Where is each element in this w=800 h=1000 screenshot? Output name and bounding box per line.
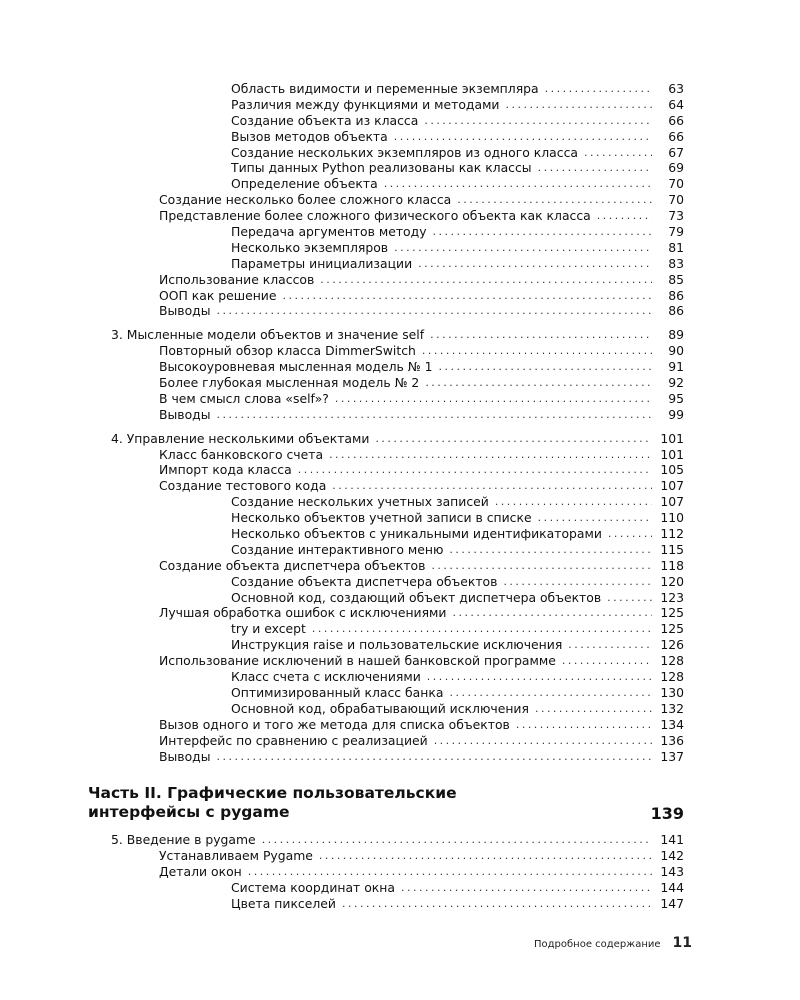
toc-entry-page: 90 <box>668 343 684 359</box>
dot-leader <box>217 303 652 319</box>
toc-entry <box>0 160 800 176</box>
toc-entry-title: 3. Мысленные модели объектов и значение self <box>111 327 425 343</box>
toc-entry <box>0 359 800 375</box>
dot-leader <box>424 113 652 129</box>
dot-leader <box>452 605 652 621</box>
dot-leader <box>427 669 652 685</box>
toc-entry <box>0 303 800 319</box>
toc-entry-page: 142 <box>660 848 684 864</box>
dot-leader <box>320 272 652 288</box>
toc-entry-title: Класс счета с исключениями <box>231 669 421 685</box>
toc-entry-page: 123 <box>660 589 684 605</box>
toc-entry-page: 64 <box>668 96 684 112</box>
toc-entry-page: 86 <box>668 287 684 303</box>
toc-entry-title: Лучшая обработка ошибок с исключениями <box>159 605 447 621</box>
toc-entry-title: Вызов одного и того же метода для списка объектов <box>159 716 510 732</box>
toc-entry <box>0 375 800 391</box>
toc-entry-page: 66 <box>668 112 684 128</box>
dot-leader <box>375 431 652 447</box>
dot-leader <box>433 224 652 240</box>
toc-entry-title: Выводы <box>159 748 211 764</box>
toc-entry-title: Представление более сложного физического объекта как класса <box>159 208 591 224</box>
dot-leader <box>449 685 652 701</box>
toc-entry-page: 67 <box>668 144 684 160</box>
dot-leader <box>394 240 652 256</box>
toc-entry-title: Использование классов <box>159 271 315 287</box>
toc-entry-page: 107 <box>660 478 684 494</box>
toc-entry <box>0 97 800 113</box>
toc-entry-title: Создание объекта из класса <box>231 112 419 128</box>
toc-entry-page: 147 <box>660 895 684 911</box>
toc-entry-page: 128 <box>660 653 684 669</box>
toc-entry-page: 110 <box>660 510 684 526</box>
toc-entry-title: Детали окон <box>159 864 242 880</box>
dot-leader <box>503 574 652 590</box>
toc-entry-title: Создание объекта диспетчера объектов <box>231 573 498 589</box>
toc-entry <box>0 637 800 653</box>
toc-entry <box>0 478 800 494</box>
toc-entry-page: 137 <box>660 748 684 764</box>
dot-leader <box>248 864 652 880</box>
toc-entry-title: Цвета пикселей <box>231 895 336 911</box>
toc-entry-title: Более глубокая мысленная модель № 2 <box>159 375 420 391</box>
dot-leader <box>439 359 653 375</box>
toc-entry-page: 86 <box>668 303 684 319</box>
toc-entry <box>0 733 800 749</box>
toc-entry-page: 120 <box>660 573 684 589</box>
toc-group <box>0 431 800 765</box>
toc-entry-page: 63 <box>668 80 684 96</box>
toc-entry-page: 81 <box>668 239 684 255</box>
toc-entry <box>0 407 800 423</box>
toc-entry <box>0 717 800 733</box>
toc-entry-page: 73 <box>668 208 684 224</box>
toc-entry <box>0 343 800 359</box>
dot-leader <box>434 733 652 749</box>
dot-leader <box>430 327 652 343</box>
toc-entry-title: Повторный обзор класса DimmerSwitch <box>159 343 416 359</box>
dot-leader <box>283 288 653 304</box>
toc-entry-title: Класс банковского счета <box>159 446 324 462</box>
toc-entry <box>0 192 800 208</box>
toc-entry-page: 89 <box>668 327 684 343</box>
toc-entry-page: 125 <box>660 621 684 637</box>
toc-entry <box>0 685 800 701</box>
dot-leader <box>418 256 652 272</box>
dot-leader <box>568 637 652 653</box>
toc-entry-title: try и except <box>231 621 306 637</box>
dot-leader <box>608 526 652 542</box>
dot-leader <box>457 192 652 208</box>
toc-entry-page: 112 <box>660 526 684 542</box>
toc-entry-page: 85 <box>668 271 684 287</box>
dot-leader <box>562 653 652 669</box>
toc-entry-page: 118 <box>660 557 684 573</box>
toc-entry <box>0 272 800 288</box>
toc-entry-title: Определение объекта <box>231 176 378 192</box>
dot-leader <box>335 391 652 407</box>
toc-entry <box>0 606 800 622</box>
toc-entry-page: 130 <box>660 684 684 700</box>
dot-leader <box>425 375 652 391</box>
toc-entry <box>0 590 800 606</box>
dot-leader <box>538 510 652 526</box>
toc-entry-title: Создание интерактивного меню <box>231 541 444 557</box>
spacer <box>0 423 800 431</box>
toc-entry-title: Основной код, обрабатывающий исключения <box>231 700 529 716</box>
toc-entry-title: Основной код, создающий объект диспетчера объектов <box>231 589 602 605</box>
toc-entry <box>0 526 800 542</box>
dot-leader <box>535 701 652 717</box>
toc-group <box>0 81 800 319</box>
toc-entry-title: Несколько объектов с уникальными идентификаторами <box>231 526 602 542</box>
toc-entry-page: 144 <box>660 880 684 896</box>
toc-entry <box>0 896 800 912</box>
toc-entry <box>0 288 800 304</box>
toc-entry-page: 95 <box>668 390 684 406</box>
toc-entry-title: 5. Введение в pygame <box>111 832 256 848</box>
dot-leader <box>505 97 652 113</box>
toc-entry <box>0 880 800 896</box>
page-footer <box>534 935 692 951</box>
toc-entry-title: Интерфейс по сравнению с реализацией <box>159 732 428 748</box>
toc-entry-title: Использование исключений в нашей банковской программе <box>159 653 556 669</box>
toc-entry <box>0 447 800 463</box>
dot-leader <box>516 717 652 733</box>
part-page-number: 139 <box>650 804 684 824</box>
toc-entry-page: 79 <box>668 224 684 239</box>
dot-leader <box>384 176 652 192</box>
toc-entry-page: 136 <box>660 732 684 748</box>
toc-entry-title: Несколько экземпляров <box>231 239 389 255</box>
toc-entry <box>0 176 800 192</box>
toc-entry <box>0 256 800 272</box>
toc-entry-title: Инструкция raise и пользовательские исключения <box>231 637 563 653</box>
toc-entry-page: 99 <box>668 406 684 422</box>
toc-entry <box>0 494 800 510</box>
dot-leader <box>298 462 652 478</box>
toc-entry-title: Несколько объектов учетной записи в списке <box>231 510 532 526</box>
part-heading <box>0 784 800 828</box>
dot-leader <box>217 407 652 423</box>
toc-entry-title: Оптимизированный класс банка <box>231 684 444 700</box>
dot-leader <box>394 129 652 145</box>
toc-entry-page: 66 <box>668 128 684 144</box>
toc-entry-title: Различия между функциями и методами <box>231 96 500 112</box>
toc-entry <box>0 864 800 880</box>
toc-entry-page: 101 <box>660 430 684 446</box>
toc-entry-title: Выводы <box>159 406 211 422</box>
toc-entry <box>0 653 800 669</box>
dot-leader <box>538 160 652 176</box>
toc-entry-page: 115 <box>660 541 684 557</box>
toc-entry-title: ООП как решение <box>159 287 277 303</box>
toc-entry <box>0 431 800 447</box>
toc-entry <box>0 129 800 145</box>
toc-entry-page: 101 <box>660 446 684 462</box>
toc-entry-page: 141 <box>660 832 684 848</box>
toc-entry <box>0 81 800 97</box>
toc-entry <box>0 208 800 224</box>
toc-entry-page: 91 <box>668 359 684 375</box>
toc-entry-page: 125 <box>660 605 684 621</box>
toc-entry <box>0 462 800 478</box>
page-number: 11 <box>672 935 692 951</box>
dot-leader <box>217 749 652 765</box>
dot-leader <box>607 590 652 606</box>
dot-leader <box>422 343 652 359</box>
toc-entry-title: Система координат окна <box>231 880 395 896</box>
toc-entry-title: Типы данных Python реализованы как классы <box>231 160 532 176</box>
footer-label: Подробное содержание <box>533 939 661 950</box>
toc-entry-title: Создание нескольких экземпляров из одного класса <box>231 144 578 160</box>
toc-entry <box>0 832 800 848</box>
toc-entry-title: Параметры инициализации <box>231 255 413 271</box>
toc-entry <box>0 669 800 685</box>
dot-leader <box>329 447 652 463</box>
toc-entry-title: Создание тестового кода <box>159 478 327 494</box>
table-of-contents <box>0 81 800 912</box>
toc-entry <box>0 542 800 558</box>
toc-entry-title: Создание несколько более сложного класса <box>159 192 452 208</box>
toc-entry-page: 69 <box>668 160 684 176</box>
toc-entry <box>0 749 800 765</box>
toc-entry <box>0 558 800 574</box>
toc-entry <box>0 621 800 637</box>
dot-leader <box>319 848 652 864</box>
dot-leader <box>262 832 652 848</box>
toc-entry-title: В чем смысл слова «self»? <box>159 390 329 406</box>
dot-leader <box>584 145 652 161</box>
toc-entry-page: 134 <box>660 716 684 732</box>
toc-entry-title: Создание объекта диспетчера объектов <box>159 557 426 573</box>
dot-leader <box>495 494 652 510</box>
toc-entry <box>0 145 800 161</box>
toc-entry-page: 70 <box>668 192 684 208</box>
toc-entry-page: 126 <box>660 637 684 653</box>
part-title: Часть II. Графические пользовательские интерфейсы с pygame <box>88 784 457 822</box>
toc-entry-title: 4. Управление несколькими объектами <box>111 430 370 446</box>
dot-leader <box>312 621 652 637</box>
toc-entry <box>0 510 800 526</box>
toc-group <box>0 832 800 911</box>
spacer <box>0 319 800 327</box>
toc-entry <box>0 224 800 240</box>
toc-entry-title: Передача аргументов методу <box>231 224 427 239</box>
toc-entry-page: 92 <box>668 375 684 391</box>
toc-entry-title: Высокоуровневая мысленная модель № 1 <box>159 359 433 375</box>
toc-entry-page: 128 <box>660 669 684 685</box>
dot-leader <box>431 558 652 574</box>
toc-entry-page: 70 <box>668 176 684 192</box>
toc-entry <box>0 701 800 717</box>
toc-entry <box>0 327 800 343</box>
dot-leader <box>342 896 652 912</box>
toc-entry-title: Вызов методов объекта <box>231 128 388 144</box>
toc-entry-page: 107 <box>660 494 684 510</box>
toc-entry-title: Импорт кода класса <box>159 462 292 478</box>
toc-entry-page: 132 <box>660 700 684 716</box>
dot-leader <box>545 81 652 97</box>
dot-leader <box>401 880 652 896</box>
toc-entry-page: 83 <box>668 255 684 271</box>
toc-entry-title: Выводы <box>159 303 211 319</box>
toc-entry <box>0 574 800 590</box>
toc-entry-title: Создание нескольких учетных записей <box>231 494 489 510</box>
toc-entry <box>0 240 800 256</box>
dot-leader <box>332 478 652 494</box>
dot-leader <box>597 208 652 224</box>
dot-leader <box>449 542 652 558</box>
toc-entry-page: 105 <box>660 462 684 478</box>
toc-entry-title: Область видимости и переменные экземпляра <box>231 80 539 96</box>
toc-entry-page: 143 <box>660 864 684 880</box>
toc-group <box>0 327 800 422</box>
toc-entry <box>0 113 800 129</box>
toc-entry <box>0 391 800 407</box>
toc-entry-title: Устанавливаем Pygame <box>159 848 313 864</box>
toc-entry <box>0 848 800 864</box>
